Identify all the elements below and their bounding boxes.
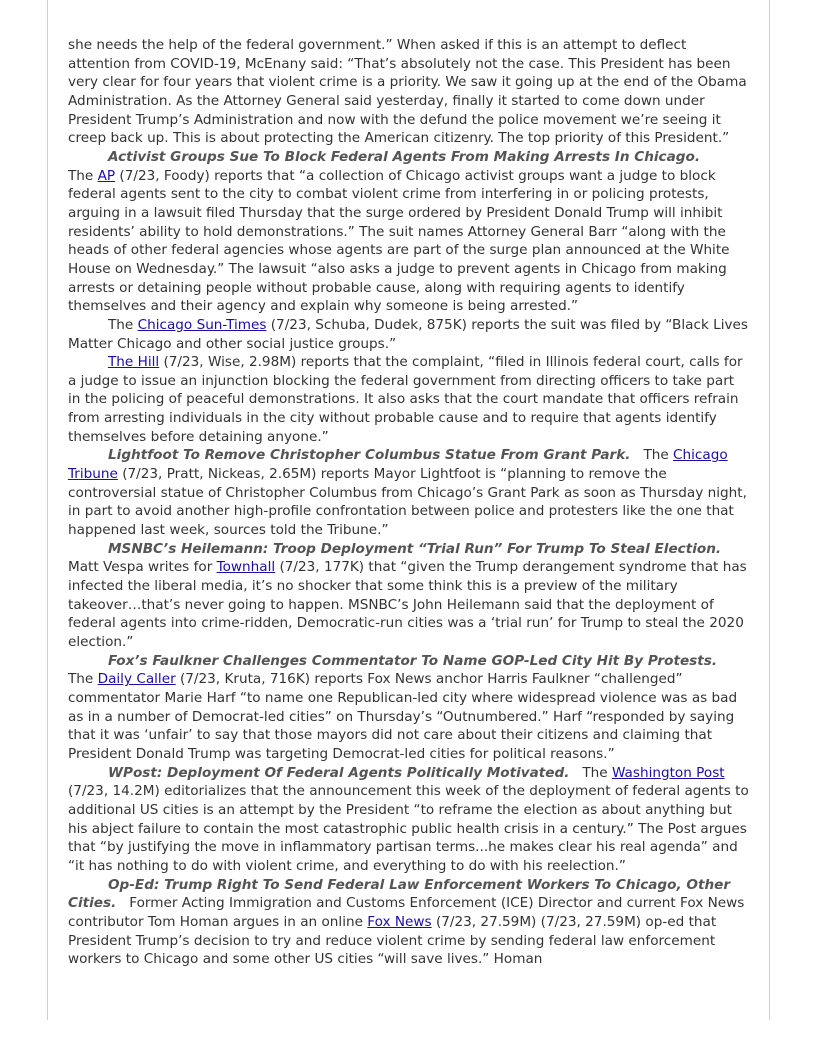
headline-homan-oped: Op-Ed: Trump Right To Send Federal Law Enforcement Workers To Chicago, Other Cities.: [68, 876, 731, 912]
lead-text: The: [582, 764, 612, 781]
link-chicago-tribune[interactable]: Chicago Tribune: [68, 447, 728, 483]
link-the-hill[interactable]: The Hill: [108, 354, 160, 371]
body-text: (7/23, 14.2M) editorializes that the announcement this week of the deployment of federal agents to additional US cities is an attempt by the President “to reframe the election as about anything but his abject failure to contain the most catastrophic public health crisis in a century.” The Post argues that “by justifying the move in inflammatory partisan terms...he makes clear his real agenda” and “it has nothing to do with violent crime, and everything to do with his reelection.”: [68, 783, 749, 874]
story-the-hill: [68, 353, 749, 446]
body-text: (7/23, 177K) that “given the Trump derangement syndrome that has infected the liberal media, it’s no shocker that some think this is a preview of the military takeover…that’s never going to happen. MSNBC’s John Heilemann said that the deployment of federal agents into crime-ridden, Democratic-run cities was a ‘trial run’ for Trump to steal the 2020 election.”: [68, 559, 747, 650]
story-heilemann: [68, 540, 749, 652]
link-ap[interactable]: AP: [97, 167, 116, 184]
story-wpost: [68, 764, 749, 876]
story-activist-groups: [68, 148, 749, 316]
lead-text: The: [108, 316, 138, 333]
body-text: (7/23, Schuba, Dudek, 875K) reports the suit was filed by “Black Lives Matter Chicago and other social justice groups.”: [68, 316, 748, 352]
article-body: [68, 36, 749, 969]
body-text: (7/23, Foody) reports that “a collection of Chicago activist groups want a judge to block federal agents sent to the city to combat violent crime from interfering in or policing protests, arguing in a lawsuit filed Thursday that the surge ordered by President Donald Trump will inhibit residents’ ability to hold demonstrations.” The suit names Attorney General Barr “along with the heads of other federal agencies whose agents are part of the surge plan announced at the White House on Wednesday.” The lawsuit “also asks a judge to prevent agents in Chicago from making arrests or detaining people without probable cause, along with requiring agents to identify themselves and their agency and explain why someone is being arrested.”: [68, 167, 730, 315]
body-text: (7/23, Kruta, 716K) reports Fox News anchor Harris Faulkner “challenged” commentator Marie Harf “to name one Republican-led city where widespread violence was as bad as in a number of Democrat-led cities” on Thursday’s “Outnumbered.” Harf “responded by saying that it was ‘unfair’ to say that those mayors did not care about their citizens and claiming that President Donald Trump was targeting Democrat-led cities for political reasons.”: [68, 671, 738, 762]
link-fox-news[interactable]: Fox News: [367, 913, 432, 930]
lead-text: Former Acting Immigration and Customs Enforcement (ICE) Director and current Fox News contributor Tom Homan argues in an online: [68, 895, 745, 930]
document-page: [47, 0, 770, 1020]
lead-text: The: [68, 671, 98, 688]
link-washington-post[interactable]: Washington Post: [611, 764, 725, 781]
lead-text: Matt Vespa writes for: [68, 559, 217, 576]
lead-text: The: [643, 447, 674, 464]
headline-columbus-statue: Lightfoot To Remove Christopher Columbus Statue From Grant Park.: [108, 447, 631, 464]
link-townhall[interactable]: Townhall: [216, 559, 276, 576]
headline-wpost: WPost: Deployment Of Federal Agents Politically Motivated.: [108, 764, 570, 781]
story-columbus-statue: [68, 446, 749, 539]
body-text: (7/23, 27.59M) (7/23, 27.59M) op-ed that President Trump’s decision to try and reduce violent crime by sending federal law enforcement workers to Chicago and some other US cities “will save lives.” Homan: [68, 913, 717, 968]
headline-activist-groups: Activist Groups Sue To Block Federal Agents From Making Arrests In Chicago.: [108, 148, 701, 165]
body-text: (7/23, Wise, 2.98M) reports that the complaint, “filed in Illinois federal court, calls for a judge to issue an injunction blocking the federal government from directing officers to take part in the policing of peaceful demonstrations. It also asks that the court mandate that officers refrain from arresting individuals in the city without probable cause and to require that agents identify themselves before detaining anyone.”: [68, 354, 743, 445]
headline-faulkner: Fox’s Faulkner Challenges Commentator To Name GOP-Led City Hit By Protests.: [108, 652, 718, 669]
link-daily-caller[interactable]: Daily Caller: [97, 671, 176, 688]
body-text: (7/23, Pratt, Nickeas, 2.65M) reports Mayor Lightfoot is “planning to remove the controversial statue of Christopher Columbus from Chicago’s Grant Park as soon as Thursday night, in part to avoid another high-profile confrontation between police and protesters like the one that happened last week, sources told the Tribune.”: [68, 466, 747, 539]
story-sun-times: [68, 316, 749, 353]
story-faulkner: [68, 652, 749, 764]
lead-text: The: [68, 167, 98, 184]
story-homan-oped: [68, 876, 749, 969]
paragraph-mcenany-quote: [68, 36, 749, 148]
link-chicago-sun-times[interactable]: Chicago Sun-Times: [137, 316, 267, 333]
headline-heilemann: MSNBC’s Heilemann: Troop Deployment “Trial Run” For Trump To Steal Election.: [108, 540, 722, 557]
paragraph-text: she needs the help of the federal government.” When asked if this is an attempt to deflect attention from COVID-19, McEnany said: “That’s absolutely not the case. This President has been very clear for four years that violent crime is a priority. We saw it going up at the end of the Obama Administration. As the Attorney General said yesterday, finally it started to come down under President Trump’s Administration and now with the defund the police movement we’re seeing it creep back up. This is about protecting the American citizenry. The top priority of this President.”: [68, 37, 747, 147]
